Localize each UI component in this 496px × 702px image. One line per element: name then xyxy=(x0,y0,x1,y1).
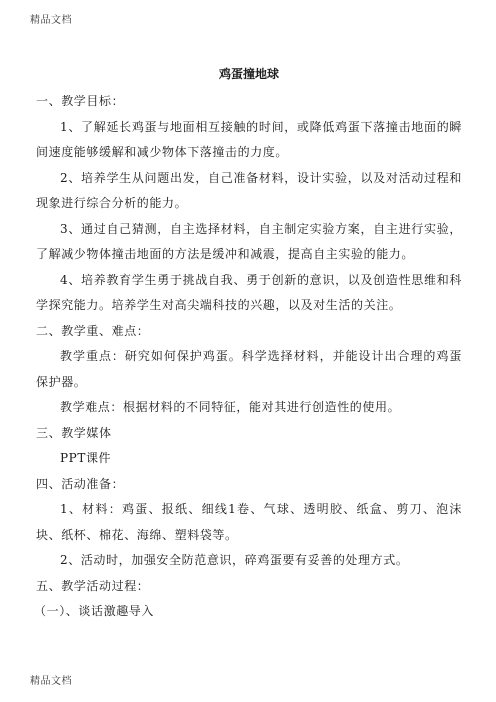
paragraph: 2、培养学生从问题出发，自己准备材料，设计实验，以及对活动过程和现象进行综合分析的能力。 xyxy=(36,170,462,210)
paragraph: 4、培养教育学生勇于挑战自我、勇于创新的意识，以及创造性思维和科学探究能力。培养学生对高尖端科技的兴趣，以及对生活的关注。 xyxy=(36,272,462,312)
section-heading: 四、活动准备： xyxy=(36,476,125,491)
page-footer: 精品文档 xyxy=(30,676,72,687)
paragraph: 教学重点：研究如何保护鸡蛋。科学选择材料，并能设计出合理的鸡蛋保护器。 xyxy=(36,349,462,389)
section-heading: 二、教学重、难点： xyxy=(36,323,150,338)
document-body xyxy=(36,63,462,625)
paragraph: 教学难点：根据材料的不同特征，能对其进行创造性的使用。 xyxy=(60,400,401,414)
section-heading: 五、教学活动过程： xyxy=(36,578,150,593)
page-header: 精品文档 xyxy=(30,15,72,26)
paragraph: 3、通过自己猜测，自主选择材料，自主制定实验方案，自主进行实验，了解减少物体撞击地面的方法是缓冲和减震，提高自主实验的能力。 xyxy=(36,221,462,261)
paragraph: 1、了解延长鸡蛋与地面相互接触的时间，或降低鸡蛋下落撞击地面的瞬间速度能够缓解和减少物体下落撞击的力度。 xyxy=(36,119,462,159)
paragraph: PPT课件 xyxy=(60,451,112,465)
paragraph: 2、活动时，加强安全防范意识，碎鸡蛋要有妥善的处理方式。 xyxy=(60,553,409,567)
subsection-heading: （一）、谈话激趣导入 xyxy=(34,604,155,618)
paragraph: 1、材料：鸡蛋、报纸、细线1卷、气球、透明胶、纸盒、剪刀、泡沫块、纸杯、棉花、海绵、塑料袋等。 xyxy=(36,502,462,542)
section-heading: 一、教学目标： xyxy=(36,94,125,108)
section-heading: 三、教学媒体 xyxy=(36,425,112,440)
document-title: 鸡蛋撞地球 xyxy=(218,67,279,81)
